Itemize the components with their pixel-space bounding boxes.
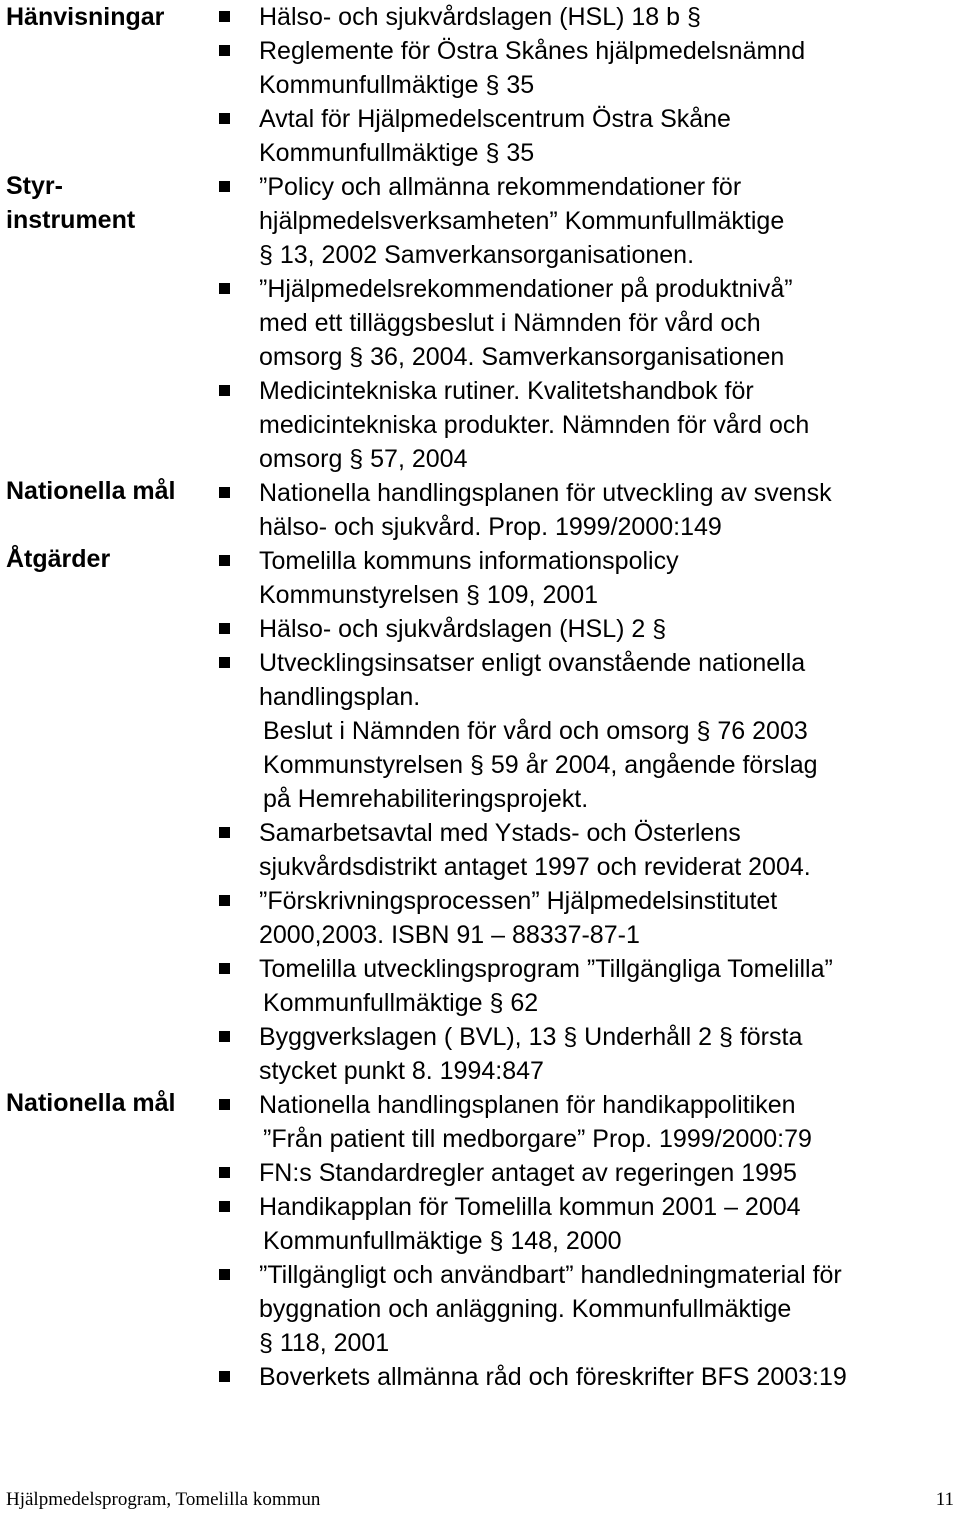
national-goal-line: FN:s Standardregler antaget av regeringen 1995 [259,1159,797,1187]
action-line: sjukvårdsdistrikt antaget 1997 och reviderat 2004. [259,853,811,881]
label-styrinstrument-line2: instrument [6,206,136,234]
governing-line: omsorg § 57, 2004 [259,445,468,473]
action-line: Beslut i Nämnden för vård och omsorg § 76 2003 [263,717,808,745]
label-atgarder: Åtgärder [6,545,111,573]
bullet-icon [219,1031,230,1042]
label-nationella-mal-2: Nationella mål [6,1089,176,1117]
national-goal-line: § 118, 2001 [259,1329,390,1357]
action-line: Hälso- och sjukvårdslagen (HSL) 2 § [259,615,667,643]
label-styrinstrument-line1: Styr- [6,172,63,200]
national-goal-line: ”Från patient till medborgare” Prop. 1999/2000:79 [263,1125,812,1153]
bullet-icon [219,623,230,634]
national-goal-line: hälso- och sjukvård. Prop. 1999/2000:149 [259,513,722,541]
bullet-icon [219,555,230,566]
action-line: Kommunfullmäktige § 62 [263,989,539,1017]
governing-line: § 13, 2002 Samverkansorganisationen. [259,241,695,269]
action-line: Tomelilla utvecklingsprogram ”Tillgängliga Tomelilla” [259,955,833,983]
bullet-icon [219,283,230,294]
national-goal-line: Handikapplan för Tomelilla kommun 2001 – 2004 [259,1193,801,1221]
reference-line: Kommunfullmäktige § 35 [259,71,535,99]
bullet-icon [219,1269,230,1280]
reference-line: Reglemente för Östra Skånes hjälpmedelsnämnd [259,37,806,65]
governing-line: med ett tilläggsbeslut i Nämnden för vård och [259,309,761,337]
bullet-icon [219,11,230,22]
bullet-icon [219,827,230,838]
action-line: Samarbetsavtal med Ystads- och Österlens [259,819,741,847]
governing-line: hjälpmedelsverksamheten” Kommunfullmäktige [259,207,785,235]
page-number: 11 [935,1489,954,1510]
governing-line: ”Policy och allmänna rekommendationer för [259,173,742,201]
bullet-icon [219,113,230,124]
action-line: Kommunstyrelsen § 109, 2001 [259,581,599,609]
action-line: handlingsplan. [259,683,421,711]
bullet-icon [219,1371,230,1382]
bullet-icon [219,657,230,668]
action-line: stycket punkt 8. 1994:847 [259,1057,544,1085]
label-hanvisningar: Hänvisningar [6,3,165,31]
bullet-icon [219,895,230,906]
national-goal-line: Nationella handlingsplanen för handikappolitiken [259,1091,796,1119]
bullet-icon [219,385,230,396]
bullet-icon [219,45,230,56]
label-nationella-mal: Nationella mål [6,477,176,505]
national-goal-line: byggnation och anläggning. Kommunfullmäktige [259,1295,792,1323]
reference-line: Avtal för Hjälpmedelscentrum Östra Skåne [259,105,731,133]
bullet-icon [219,1167,230,1178]
action-line: ”Förskrivningsprocessen” Hjälpmedelsinstitutet [259,887,778,915]
bullet-icon [219,181,230,192]
action-line: Tomelilla kommuns informationspolicy [259,547,679,575]
action-line: på Hemrehabiliteringsprojekt. [263,785,589,813]
governing-line: omsorg § 36, 2004. Samverkansorganisationen [259,343,785,371]
national-goal-line: ”Tillgängligt och användbart” handledningmaterial för [259,1261,842,1289]
bullet-icon [219,487,230,498]
governing-line: Medicintekniska rutiner. Kvalitetshandbok för [259,377,754,405]
national-goal-line: Nationella handlingsplanen för utveckling av svensk [259,479,832,507]
bullet-icon [219,1099,230,1110]
national-goal-line: Boverkets allmänna råd och föreskrifter BFS 2003:19 [259,1363,847,1391]
reference-line: Hälso- och sjukvårdslagen (HSL) 18 b § [259,3,701,31]
bullet-icon [219,1201,230,1212]
action-line: Utvecklingsinsatser enligt ovanstående nationella [259,649,806,677]
action-line: Byggverkslagen ( BVL), 13 § Underhåll 2 § första [259,1023,803,1051]
action-line: 2000,2003. ISBN 91 – 88337-87-1 [259,921,640,949]
national-goal-line: Kommunfullmäktige § 148, 2000 [263,1227,622,1255]
reference-line: Kommunfullmäktige § 35 [259,139,535,167]
bullet-icon [219,963,230,974]
governing-line: ”Hjälpmedelsrekommendationer på produktnivå” [259,275,793,303]
governing-line: medicintekniska produkter. Nämnden för vård och [259,411,810,439]
footer-title: Hjälpmedelsprogram, Tomelilla kommun [6,1489,321,1510]
action-line: Kommunstyrelsen § 59 år 2004, angående förslag [263,751,818,779]
